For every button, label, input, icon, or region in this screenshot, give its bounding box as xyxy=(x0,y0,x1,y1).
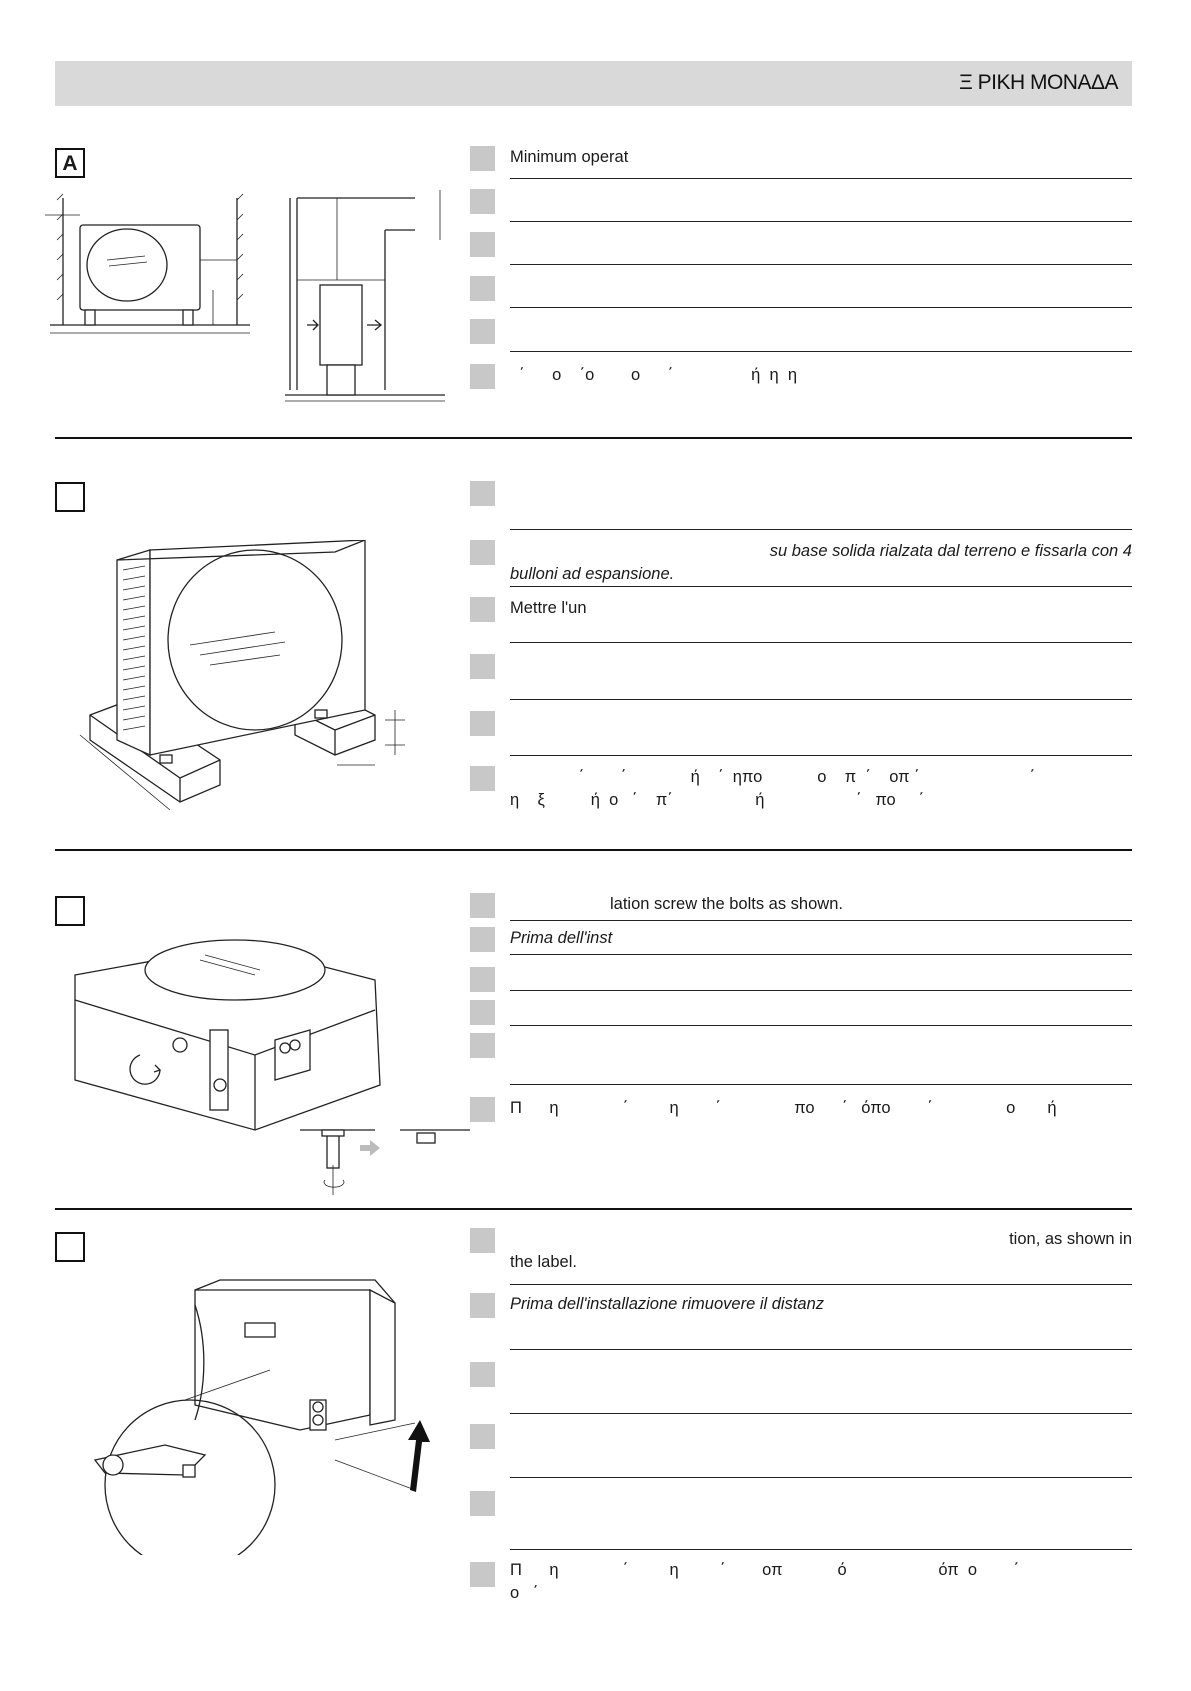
divider xyxy=(510,699,1132,700)
divider xyxy=(510,264,1132,265)
section-b-illustration xyxy=(75,540,425,820)
language-flag-icon xyxy=(470,189,495,214)
language-flag-icon xyxy=(470,1097,495,1122)
language-flag-icon xyxy=(470,927,495,952)
language-flag-icon xyxy=(470,146,495,171)
language-flag-icon xyxy=(470,1362,495,1387)
section-a-illustration xyxy=(45,190,465,425)
divider xyxy=(510,529,1132,530)
language-flag-icon xyxy=(470,1033,495,1058)
language-flag-icon xyxy=(470,481,495,506)
language-flag-icon xyxy=(470,232,495,257)
language-flag-icon xyxy=(470,967,495,992)
language-flag-icon xyxy=(470,1000,495,1025)
divider xyxy=(510,755,1132,756)
divider xyxy=(510,178,1132,179)
section-a-label: A xyxy=(55,148,85,178)
language-flag-icon xyxy=(470,364,495,389)
divider xyxy=(510,954,1132,955)
language-flag-icon xyxy=(470,276,495,301)
language-flag-icon xyxy=(470,319,495,344)
language-flag-icon xyxy=(470,1562,495,1587)
divider xyxy=(510,586,1132,587)
divider xyxy=(510,1025,1132,1026)
divider xyxy=(510,1349,1132,1350)
language-flag-icon xyxy=(470,766,495,791)
section-b-label xyxy=(55,482,85,512)
section-divider xyxy=(55,1208,1132,1210)
section-c-label xyxy=(55,896,85,926)
divider xyxy=(510,920,1132,921)
language-flag-icon xyxy=(470,1424,495,1449)
divider xyxy=(510,1549,1132,1550)
language-flag-icon xyxy=(470,1228,495,1253)
language-flag-icon xyxy=(470,1491,495,1516)
section-divider xyxy=(55,849,1132,851)
section-d-label xyxy=(55,1232,85,1262)
section-d-illustration xyxy=(75,1275,465,1555)
divider xyxy=(510,1284,1132,1285)
page-header-bar xyxy=(55,61,1132,106)
language-flag-icon xyxy=(470,540,495,565)
divider xyxy=(510,307,1132,308)
divider xyxy=(510,221,1132,222)
language-flag-icon xyxy=(470,893,495,918)
divider xyxy=(510,642,1132,643)
divider xyxy=(510,1477,1132,1478)
page-title: Ξ ΡΙΚΗ ΜΟΝΑΔΑ xyxy=(959,71,1118,94)
language-flag-icon xyxy=(470,711,495,736)
section-c-illustration xyxy=(70,930,470,1200)
divider xyxy=(510,1413,1132,1414)
section-divider xyxy=(55,437,1132,439)
divider xyxy=(510,1084,1132,1085)
divider xyxy=(510,351,1132,352)
language-flag-icon xyxy=(470,654,495,679)
language-flag-icon xyxy=(470,1293,495,1318)
language-flag-icon xyxy=(470,597,495,622)
divider xyxy=(510,990,1132,991)
